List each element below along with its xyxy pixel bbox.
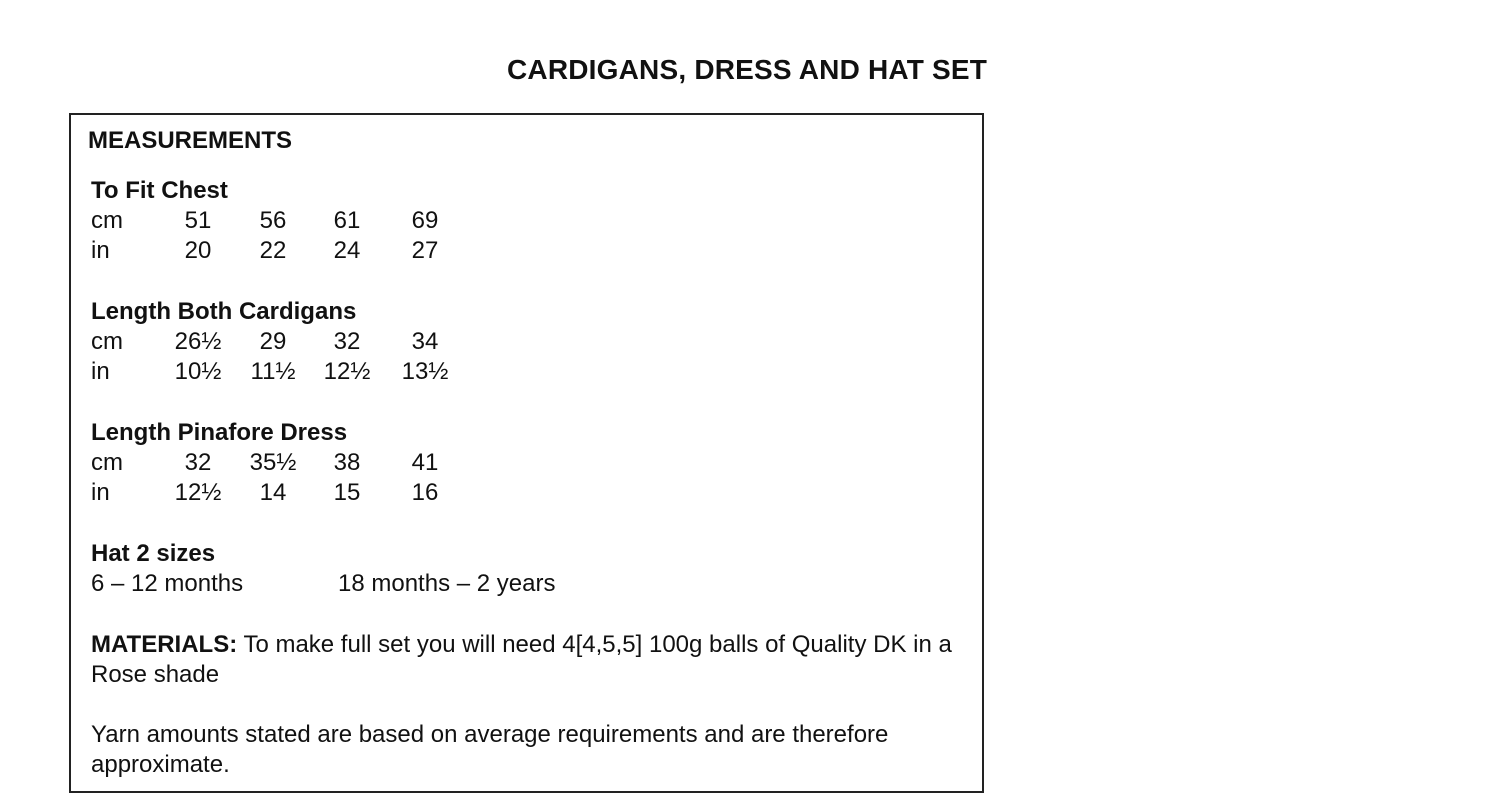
section-title-pinafore: Length Pinafore Dress (91, 419, 348, 446)
size-value: 15 (333, 479, 361, 506)
hat-sizes-row (91, 570, 556, 598)
unit-label: cm (91, 328, 123, 355)
section-title-cardigans: Length Both Cardigans (91, 298, 357, 325)
table-row (91, 358, 511, 388)
section-title-chest: To Fit Chest (91, 177, 228, 204)
size-value: 61 (333, 207, 361, 234)
size-value: 20 (184, 237, 212, 264)
materials-label: MATERIALS: (91, 631, 238, 658)
section-title-hat: Hat 2 sizes (91, 540, 216, 567)
size-value: 27 (411, 237, 439, 264)
table-row (91, 237, 511, 267)
table-row (91, 449, 511, 479)
page-title: CARDIGANS, DRESS AND HAT SET (507, 54, 988, 85)
hat-size: 18 months – 2 years (338, 570, 556, 597)
unit-label: in (91, 237, 110, 264)
unit-label: cm (91, 449, 123, 476)
size-value: 16 (411, 479, 439, 506)
size-value: 32 (184, 449, 212, 476)
table-row (91, 207, 511, 237)
size-value: 10½ (174, 358, 222, 385)
size-value: 69 (411, 207, 439, 234)
size-value: 38 (333, 449, 361, 476)
size-value: 26½ (174, 328, 222, 355)
size-value: 12½ (323, 358, 371, 385)
hat-size: 6 – 12 months (91, 570, 244, 597)
size-value: 35½ (249, 449, 297, 476)
size-value: 11½ (250, 358, 296, 385)
size-value: 22 (259, 237, 287, 264)
size-value: 13½ (401, 358, 449, 385)
size-value: 29 (259, 328, 287, 355)
unit-label: cm (91, 207, 123, 234)
size-value: 24 (333, 237, 361, 264)
size-value: 51 (184, 207, 212, 234)
materials-text: To make full set you will need 4[4,5,5] 100g balls of Quality DK in a Rose shade (91, 631, 952, 688)
size-value: 56 (259, 207, 287, 234)
unit-label: in (91, 358, 110, 385)
yarn-note: Yarn amounts stated are based on average requirements and are therefore approximate. (91, 721, 889, 778)
size-value: 34 (411, 328, 439, 355)
table-row (91, 328, 511, 358)
measurements-heading: MEASUREMENTS (88, 127, 293, 154)
size-value: 14 (259, 479, 287, 506)
materials-paragraph (91, 630, 971, 690)
table-row (91, 479, 511, 509)
size-value: 41 (411, 449, 439, 476)
size-value: 32 (333, 328, 361, 355)
unit-label: in (91, 479, 110, 506)
size-value: 12½ (174, 479, 222, 506)
